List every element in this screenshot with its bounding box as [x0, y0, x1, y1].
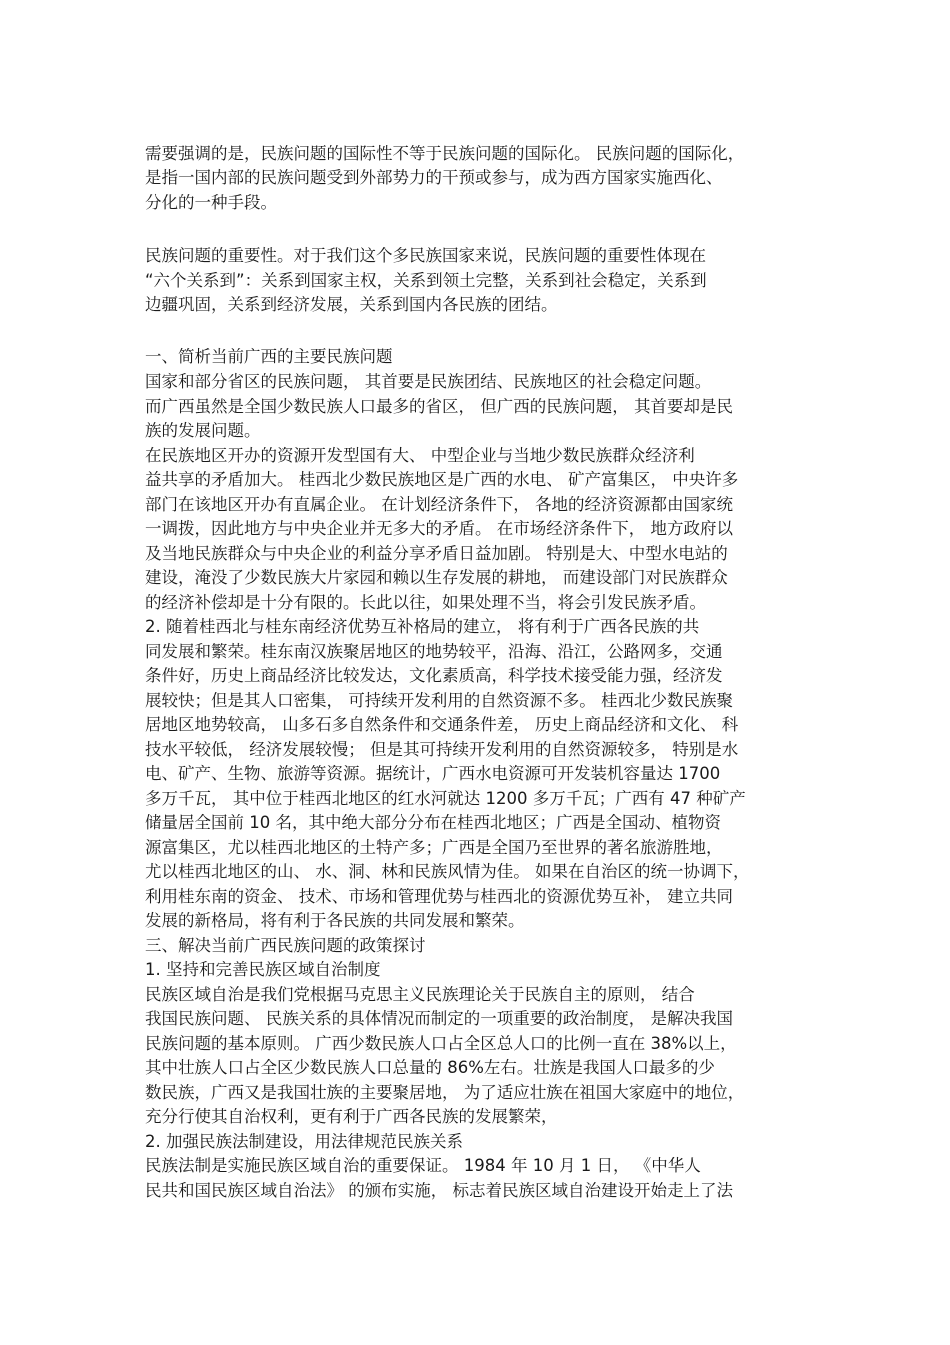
- text-line: 民族问题的重要性。对于我们这个多民族国家来说，民族问题的重要性体现在: [145, 246, 706, 265]
- text-line: 展较快；但是其人口密集， 可持续开发利用的自然资源不多。 桂西北少数民族聚: [145, 691, 733, 710]
- text-line: 民共和国民族区域自治法》 的颁布实施， 标志着民族区域自治建设开始走上了法: [145, 1181, 733, 1200]
- text-line: “六个关系到”：关系到国家主权，关系到领土完整，关系到社会稳定，关系到: [145, 271, 707, 290]
- text-line: 民族区域自治是我们党根据马克思主义民族理论关于民族自主的原则， 结合: [145, 985, 695, 1004]
- text-line: 在民族地区开办的资源开发型国有大、 中型企业与当地少数民族群众经济利: [145, 446, 695, 465]
- text-line: 尤以桂西北地区的山、 水、洞、林和民族风情为佳。 如果在自治区的统一协调下，: [145, 862, 750, 881]
- text-line: 充分行使其自治权利，更有利于广西各民族的发展繁荣，: [145, 1107, 558, 1126]
- section-heading: 三、解决当前广西民族问题的政策探讨: [145, 936, 426, 955]
- text-line: 部门在该地区开办有直属企业。 在计划经济条件下， 各地的经济资源都由国家统: [145, 495, 733, 514]
- text-line: 需要强调的是，民族问题的国际性不等于民族问题的国际化。 民族问题的国际化，: [145, 144, 745, 163]
- text-line: 多万千瓦， 其中位于桂西北地区的红水河就达 1200 多万千瓦；广西有 47 种矿产: [145, 789, 746, 808]
- text-line: 源富集区，尤以桂西北地区的土特产多；广西是全国乃至世界的著名旅游胜地，: [145, 838, 723, 857]
- text-line: 同发展和繁荣。桂东南汉族聚居地区的地势较平，沿海、沿江，公路网多，交通: [145, 642, 723, 661]
- text-line: 技水平较低， 经济发展较慢； 但是其可持续开发利用的自然资源较多， 特别是水: [145, 740, 739, 759]
- text-line: 边疆巩固，关系到经济发展，关系到国内各民族的团结。: [145, 295, 558, 314]
- text-line: 分化的一种手段。: [145, 193, 277, 212]
- text-line: 数民族，广西又是我国壮族的主要聚居地， 为了适应壮族在祖国大家庭中的地位，: [145, 1083, 745, 1102]
- text-line: 条件好，历史上商品经济比较发达，文化素质高，科学技术接受能力强，经济发: [145, 666, 723, 685]
- text-line: 一调拨，因此地方与中央企业并无多大的矛盾。 在市场经济条件下， 地方政府以: [145, 519, 733, 538]
- text-line: 建设，淹没了少数民族大片家园和赖以生存发展的耕地， 而建设部门对民族群众: [145, 568, 728, 587]
- text-line: 电、矿产、生物、旅游等资源。据统计，广西水电资源可开发装机容量达 1700: [145, 764, 721, 783]
- text-line: 利用桂东南的资金、 技术、市场和管理优势与桂西北的资源优势互补， 建立共同: [145, 887, 733, 906]
- subsection-heading: 1. 坚持和完善民族区域自治制度: [145, 960, 381, 979]
- text-line: 益共享的矛盾加大。 桂西北少数民族地区是广西的水电、 矿产富集区， 中央许多: [145, 470, 739, 489]
- text-line: 是指一国内部的民族问题受到外部势力的干预或参与，成为西方国家实施西化、: [145, 168, 723, 187]
- text-line: 而广西虽然是全国少数民族人口最多的省区， 但广西的民族问题， 其首要却是民: [145, 397, 733, 416]
- section-heading: 一、简析当前广西的主要民族问题: [145, 347, 393, 366]
- text-line: 储量居全国前 10 名，其中绝大部分分布在桂西北地区；广西是全国动、植物资: [145, 813, 721, 832]
- text-line: 族的发展问题。: [145, 421, 261, 440]
- text-line: 及当地民族群众与中央企业的利益分享矛盾日益加剧。 特别是大、中型水电站的: [145, 544, 728, 563]
- text-line: 2. 随着桂西北与桂东南经济优势互补格局的建立， 将有利于广西各民族的共: [145, 617, 700, 636]
- text-line: 发展的新格局，将有利于各民族的共同发展和繁荣。: [145, 911, 525, 930]
- text-line: 居地区地势较高， 山多石多自然条件和交通条件差， 历史上商品经济和文化、 科: [145, 715, 739, 734]
- subsection-heading: 2. 加强民族法制建设，用法律规范民族关系: [145, 1132, 463, 1151]
- text-line: 我国民族问题、 民族关系的具体情况而制定的一项重要的政治制度， 是解决我国: [145, 1009, 733, 1028]
- text-line: 其中壮族人口占全区少数民族人口总量的 86%左右。壮族是我国人口最多的少: [145, 1058, 715, 1077]
- text-line: 国家和部分省区的民族问题， 其首要是民族团结、民族地区的社会稳定问题。: [145, 372, 712, 391]
- text-line: 民族问题的基本原则。 广西少数民族人口占全区总人口的比例一直在 38%以上，: [145, 1034, 737, 1053]
- text-line: 民族法制是实施民族区域自治的重要保证。 1984 年 10 月 1 日， 《中华人: [145, 1156, 701, 1175]
- text-line: 的经济补偿却是十分有限的。长此以往，如果处理不当，将会引发民族矛盾。: [145, 593, 706, 612]
